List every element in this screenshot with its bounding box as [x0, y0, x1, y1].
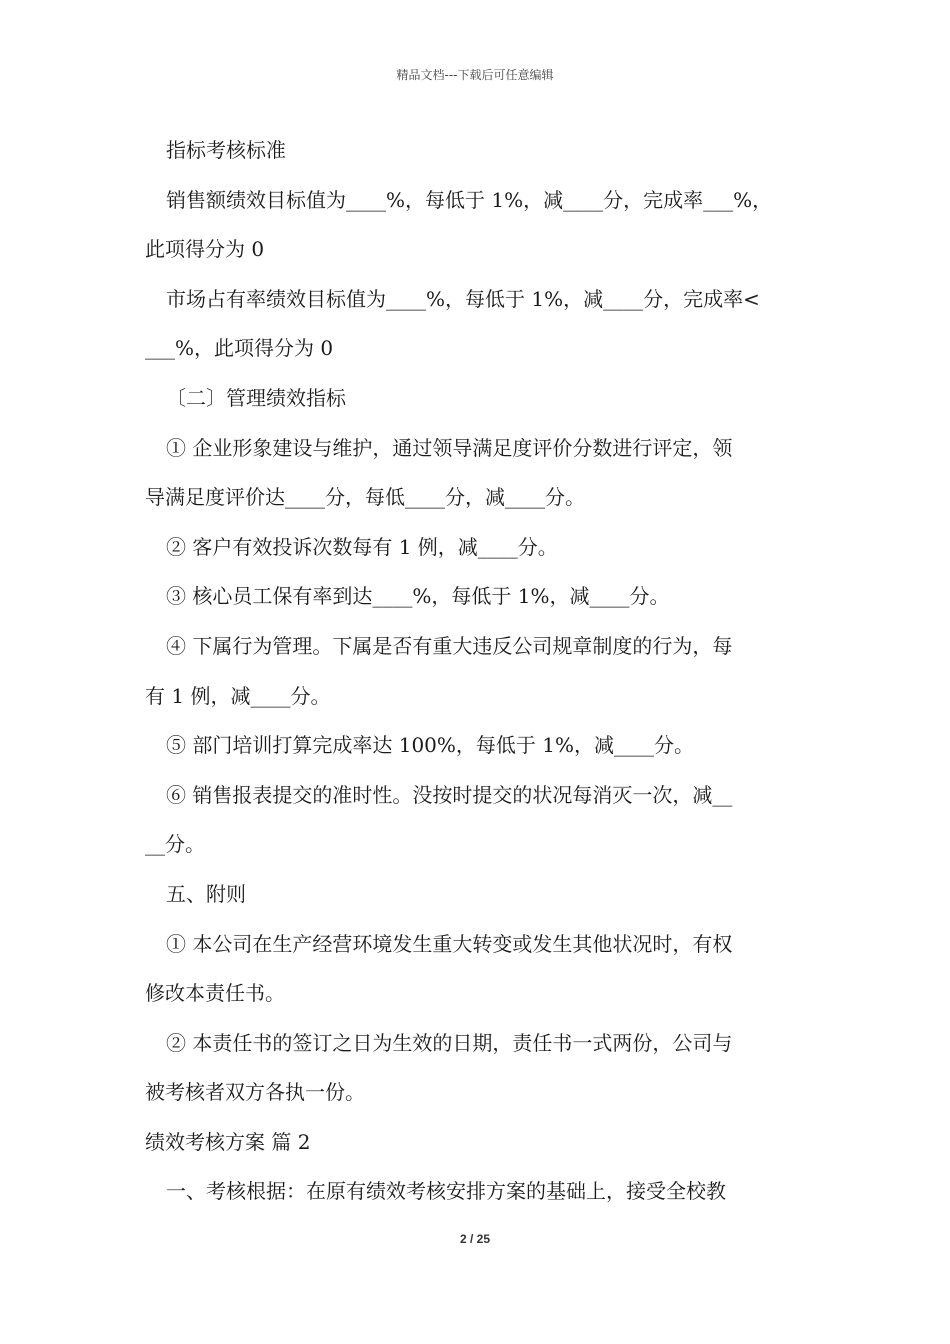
list-item-6: ⑥ 销售报表提交的准时性。没按时提交的状况每消灭一次，减__ [166, 782, 733, 807]
list-item-1: ① 企业形象建设与维护，通过领导满足度评价分数进行评定，领 [166, 435, 733, 460]
list-item-4: ④ 下属行为管理。下属是否有重大违反公司规章制度的行为，每 [166, 633, 733, 658]
appendix-item-2-cont: 被考核者双方各执一份。 [145, 1080, 365, 1105]
section-heading-criteria: 指标考核标准 [166, 138, 286, 162]
section-heading-appendix: 五、附则 [166, 881, 246, 906]
list-item-4-cont: 有 1 例，减____分。 [145, 683, 331, 708]
paragraph-sales-target: 销售额绩效目标值为____%，每低于 1%，减____分，完成率___%， [166, 187, 773, 212]
page-header: 精品文档---下载后可任意编辑 [396, 68, 554, 82]
list-item-1-cont: 导满足度评价达____分，每低____分，减____分。 [145, 485, 585, 510]
section-title-plan-2: 绩效考核方案 篇 2 [145, 1129, 311, 1154]
appendix-item-2: ② 本责任书的签订之日为生效的日期，责任书一式两份，公司与 [166, 1030, 733, 1055]
page-number: 2 / 25 [459, 1232, 491, 1246]
appendix-item-1: ① 本公司在生产经营环境发生重大转变或发生其他状况时，有权 [166, 931, 733, 956]
section-heading-management: 〔二〕管理绩效指标 [166, 385, 346, 410]
list-item-3: ③ 核心员工保有率到达____%，每低于 1%，减____分。 [166, 584, 670, 609]
list-item-5: ⑤ 部门培训打算完成率达 100%，每低于 1%，减____分。 [166, 733, 694, 758]
paragraph-market-share-cont: ___%，此项得分为 0 [145, 336, 334, 361]
document-body [145, 126, 817, 1217]
paragraph-assessment-basis: 一、考核根据：在原有绩效考核安排方案的基础上，接受全校教 [166, 1179, 726, 1204]
list-item-2: ② 客户有效投诉次数每有 1 例，减____分。 [166, 534, 558, 559]
paragraph-market-share: 市场占有率绩效目标值为____%，每低于 1%，减____分，完成率< [166, 286, 760, 311]
list-item-6-cont: __分。 [145, 832, 205, 857]
paragraph-sales-target-cont: 此项得分为 0 [145, 237, 265, 262]
appendix-item-1-cont: 修改本责任书。 [145, 981, 285, 1006]
